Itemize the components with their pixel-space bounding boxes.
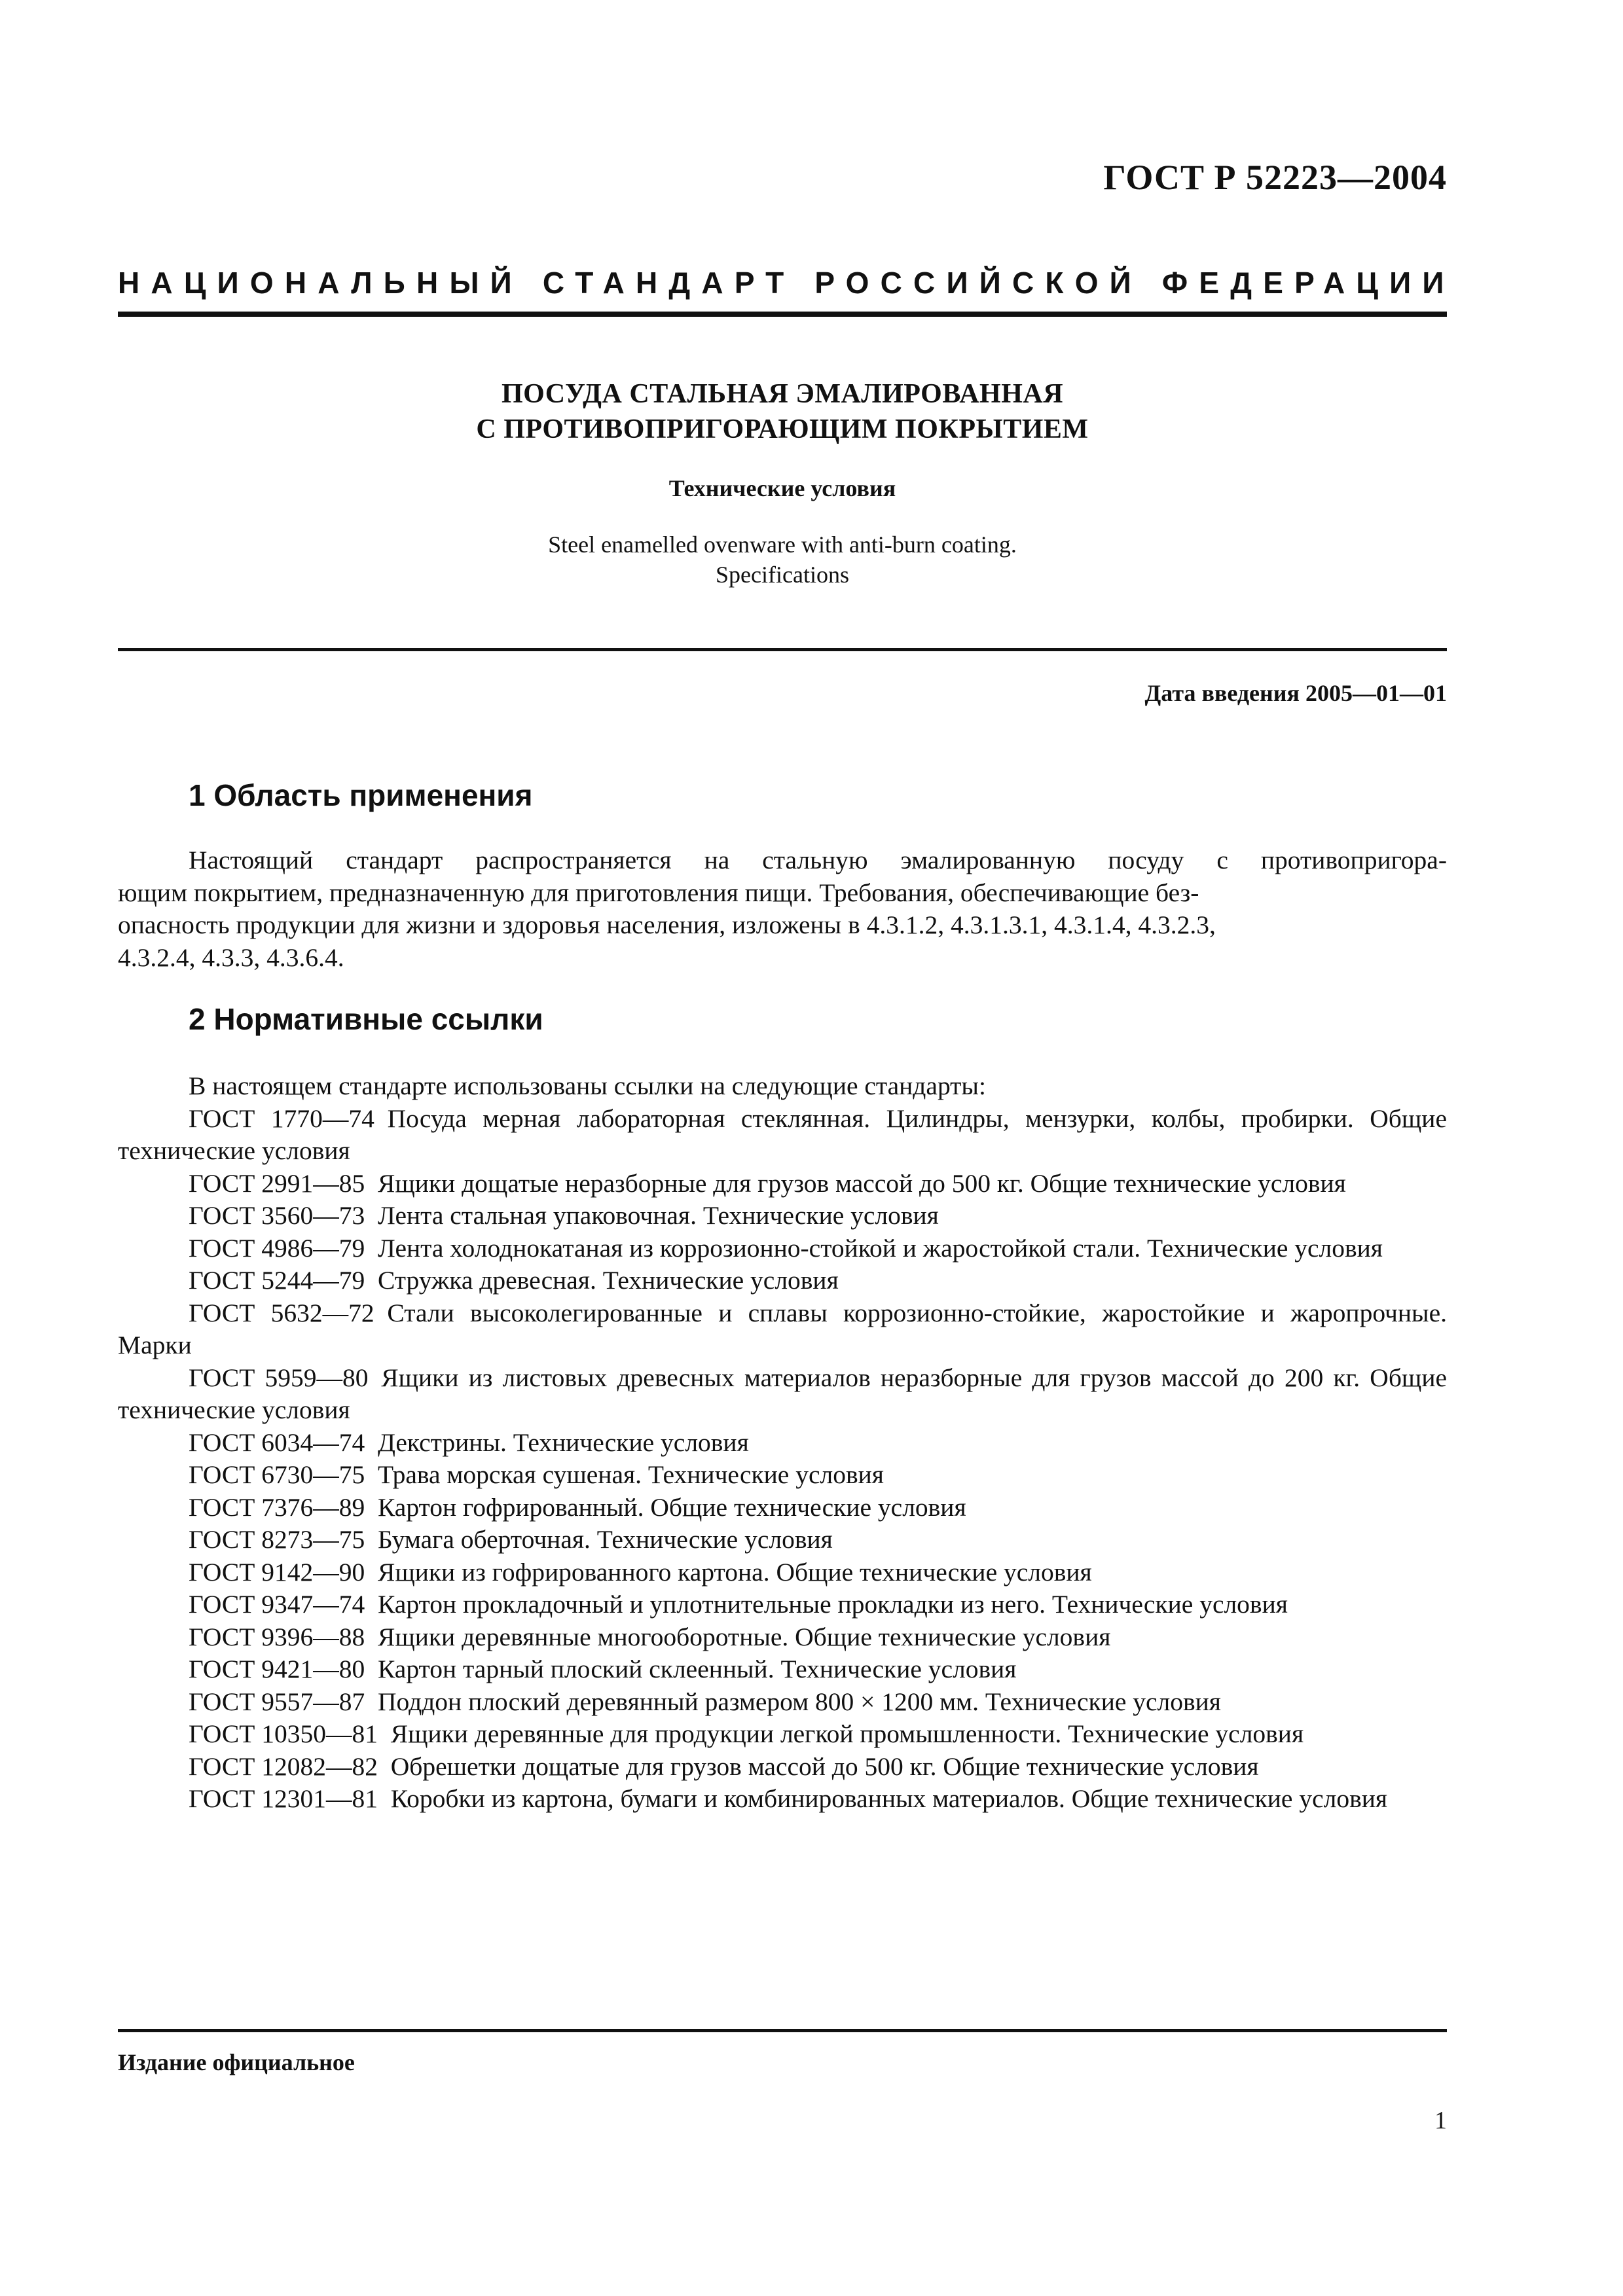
reference-title: Картон гофрированный. Общие технические условия — [377, 1492, 966, 1522]
reference-title: Бумага оберточная. Технические условия — [377, 1525, 833, 1554]
section-1-line-3: опасность продукции для жизни и здоровья населения, изложены в 4.3.1.2, 4.3.1.3.1, 4.3.1.4, 4.3.2.3, — [118, 910, 1216, 939]
reference-title: Ящики из листовых древесных материалов неразборные для грузов массой до 200 кг. Общие технические условия — [118, 1363, 1447, 1424]
reference-code: ГОСТ 9396—88 — [189, 1622, 365, 1651]
reference-title: Ящики из гофрированного картона. Общие технические условия — [377, 1557, 1092, 1587]
section-1-line-1: Настоящий стандарт распространяется на стальную эмалированную посуду с противопригора- — [189, 846, 1447, 874]
national-standard-header: НАЦИОНАЛЬНЫЙ СТАНДАРТ РОССИЙСКОЙ ФЕДЕРАЦИИ — [118, 266, 1455, 300]
reference-item — [118, 1783, 1447, 1816]
reference-code: ГОСТ 6730—75 — [189, 1460, 365, 1489]
reference-code: ГОСТ 9557—87 — [189, 1687, 365, 1716]
reference-code: ГОСТ 9142—90 — [189, 1557, 365, 1587]
subtitle-english-line-1: Steel enamelled ovenware with anti-burn coating. — [548, 531, 1017, 558]
reference-code: ГОСТ 5244—79 — [189, 1266, 365, 1295]
references-intro: В настоящем стандарте использованы ссылки на следующие стандарты: — [189, 1071, 986, 1100]
reference-item — [118, 1168, 1447, 1200]
reference-item — [118, 1492, 1447, 1524]
reference-title: Картон прокладочный и уплотнительные прокладки из него. Технические условия — [377, 1590, 1288, 1619]
subtitle-russian: Технические условия — [668, 475, 896, 501]
reference-item — [118, 1718, 1447, 1751]
reference-title: Лента холоднокатаная из коррозионно-стойкой и жаростойкой стали. Технические условия — [377, 1233, 1383, 1263]
section-1-line-4: 4.3.2.4, 4.3.3, 4.3.6.4. — [118, 942, 344, 972]
reference-title: Ящики дощатые неразборные для грузов массой до 500 кг. Общие технические условия — [377, 1168, 1346, 1198]
reference-item — [118, 1751, 1447, 1784]
title-block — [118, 376, 1447, 590]
reference-item — [118, 1103, 1447, 1168]
reference-item — [118, 1265, 1447, 1297]
reference-title: Коробки из картона, бумаги и комбинированных материалов. Общие технические условия — [390, 1784, 1388, 1813]
reference-item — [118, 1427, 1447, 1460]
title-rule — [118, 648, 1447, 651]
reference-code: ГОСТ 3560—73 — [189, 1201, 365, 1230]
subtitle-english — [118, 529, 1447, 590]
reference-title: Стали высоколегированные и сплавы коррозионно-стойкие, жаростойкие и жаропрочные. Марки — [118, 1298, 1447, 1359]
reference-title: Ящики деревянные для продукции легкой промышленности. Технические условия — [390, 1719, 1304, 1748]
reference-item — [118, 1200, 1447, 1232]
reference-title: Лента стальная упаковочная. Технические условия — [377, 1201, 939, 1230]
normative-references — [118, 1070, 1447, 1816]
reference-item — [118, 1621, 1447, 1654]
reference-code: ГОСТ 2991—85 — [189, 1168, 365, 1198]
reference-item — [118, 1297, 1447, 1362]
reference-item — [118, 1459, 1447, 1492]
footer-rule — [118, 2029, 1447, 2032]
title-line-1: ПОСУДА СТАЛЬНАЯ ЭМАЛИРОВАННАЯ — [501, 379, 1064, 409]
reference-item — [118, 1362, 1447, 1427]
section-1-title: 1 Область применения — [189, 778, 533, 812]
page-number: 1 — [1434, 2107, 1447, 2134]
reference-list — [118, 1103, 1447, 1816]
reference-item — [118, 1653, 1447, 1686]
section-1-paragraph — [118, 844, 1447, 974]
reference-item — [118, 1232, 1447, 1265]
reference-title: Трава морская сушеная. Технические условия — [377, 1460, 884, 1489]
reference-code: ГОСТ 6034—74 — [189, 1427, 365, 1457]
section-1-line-2: ющим покрытием, предназначенную для приготовления пищи. Требования, обеспечивающие без- — [118, 878, 1199, 907]
reference-title: Поддон плоский деревянный размером 800 × 1200 мм. Технические условия — [377, 1687, 1221, 1716]
official-edition-label: Издание официальное — [118, 2049, 355, 2075]
reference-code: ГОСТ 5959—80 — [189, 1363, 369, 1392]
reference-code: ГОСТ 9347—74 — [189, 1590, 365, 1619]
reference-title: Декстрины. Технические условия — [377, 1427, 749, 1457]
reference-title: Картон тарный плоский склеенный. Технические условия — [377, 1655, 1017, 1683]
reference-code: ГОСТ 10350—81 — [189, 1719, 378, 1748]
reference-code: ГОСТ 7376—89 — [189, 1492, 365, 1522]
document-number: ГОСТ Р 52223—2004 — [1103, 158, 1447, 197]
reference-item — [118, 1524, 1447, 1556]
section-2-title: 2 Нормативные ссылки — [189, 1002, 543, 1036]
introduction-date: Дата введения 2005—01—01 — [1144, 680, 1447, 706]
header-rule — [118, 312, 1447, 317]
reference-code: ГОСТ 12082—82 — [189, 1751, 378, 1781]
title-line-2: С ПРОТИВОПРИГОРАЮЩИМ ПОКРЫТИЕМ — [476, 414, 1089, 444]
reference-code: ГОСТ 9421—80 — [189, 1655, 365, 1683]
reference-title: Стружка древесная. Технические условия — [377, 1266, 839, 1295]
reference-item — [118, 1686, 1447, 1719]
reference-item — [118, 1588, 1447, 1621]
reference-code: ГОСТ 12301—81 — [189, 1784, 378, 1813]
reference-code: ГОСТ 4986—79 — [189, 1233, 365, 1263]
reference-code: ГОСТ 1770—74 — [189, 1103, 374, 1133]
reference-item — [118, 1556, 1447, 1589]
reference-title: Ящики деревянные многооборотные. Общие технические условия — [377, 1622, 1111, 1651]
reference-code: ГОСТ 8273—75 — [189, 1525, 365, 1554]
subtitle-english-line-2: Specifications — [716, 562, 849, 588]
reference-title: Посуда мерная лабораторная стеклянная. Цилиндры, мензурки, колбы, пробирки. Общие технические условия — [118, 1103, 1447, 1165]
reference-code: ГОСТ 5632—72 — [189, 1298, 374, 1327]
reference-title: Обрешетки дощатые для грузов массой до 500 кг. Общие технические условия — [390, 1751, 1259, 1781]
